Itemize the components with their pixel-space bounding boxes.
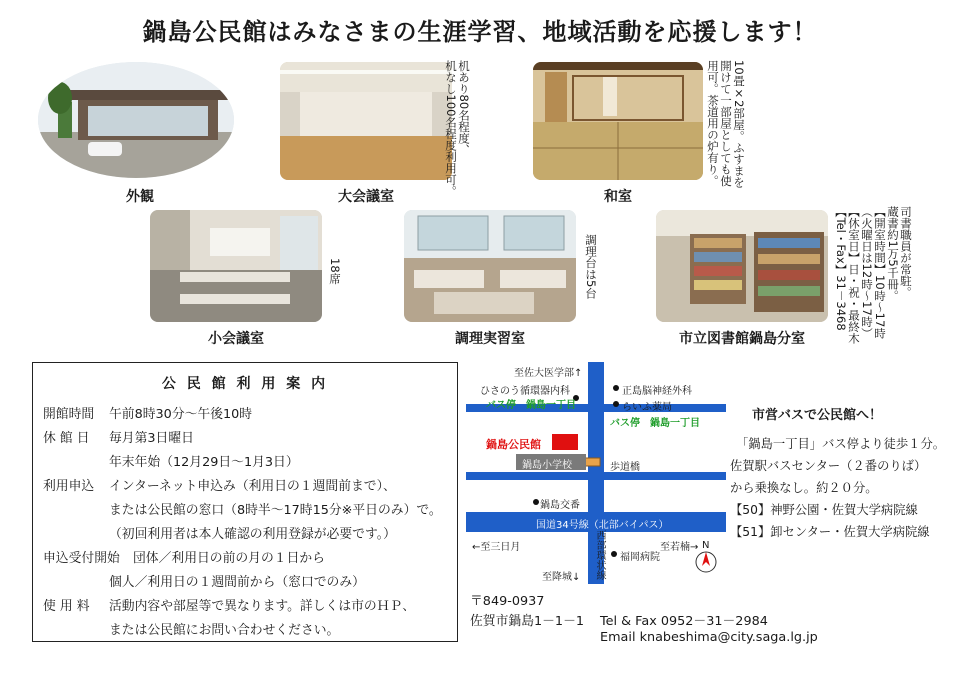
cooking-room-caption: 調理実習室 [455, 331, 525, 347]
row-label: 利用申込 [43, 479, 95, 494]
row-value: （初回利用者は本人確認の利用登録が必要です。） [109, 527, 396, 542]
page-headline: 鍋島公民館はみなさまの生涯学習、地域活動を応援します！ [142, 18, 818, 46]
fukuoka-hospital-label: 福岡病院 [620, 552, 660, 563]
japanese-room-note-line: 10畳×2部屋。ふすまを [732, 60, 746, 188]
row-value: 団体／利用日の前の月の１日から [133, 551, 325, 566]
route34-label: 国道34号線（北部バイパス） [536, 520, 669, 531]
bus-stop-right-label: バス停 鍋島一丁目 [610, 418, 700, 429]
library-note-line: 【休室日】日・祝・最終木 [847, 206, 861, 344]
japanese-room-note [706, 60, 746, 188]
bus-title: 市営バスで公民館へ！ [752, 408, 883, 423]
raifu-pharmacy-label: らいふ薬局 [622, 402, 672, 413]
school-label: 鍋島小学校 [522, 460, 572, 471]
row-value: 午前8時30分～午後10時 [109, 407, 253, 422]
library-note-line: （火曜日は12時～17時） [860, 206, 874, 339]
library-caption: 市立図書館鍋島分室 [679, 331, 805, 347]
usage-guide-box [32, 362, 458, 642]
bus-line: 「鍋島一丁目」バス停より徒歩１分。 [736, 437, 946, 451]
fee-row [43, 595, 90, 614]
reception-start-row [43, 547, 120, 566]
row-label: 休 館 日 [43, 431, 90, 446]
large-hall-note-line: 机あり80名程度、 [457, 60, 471, 156]
bus-line: から乗換なし。約２０分。 [730, 481, 878, 495]
large-hall-caption: 大会議室 [338, 189, 394, 205]
tel-fax: Tel & Fax 0952－31－2984 [600, 614, 768, 629]
west-ring-label: 西部環状線 [594, 530, 605, 580]
koban-label: 鍋島交番 [540, 500, 580, 511]
exterior-caption: 外観 [126, 189, 154, 205]
row-value: 年末年始（12月29日～1月3日） [109, 455, 299, 470]
bus-line: 【51】卸センター・佐賀大学病院線 [730, 525, 930, 539]
japanese-room-photo [533, 62, 703, 180]
north-label: N [702, 540, 710, 551]
row-label: 使 用 料 [43, 599, 90, 614]
large-hall-note-line: 机なし100名程度利用可。 [444, 60, 458, 197]
row-value: インターネット申込み（利用日の１週間前まで）、 [109, 479, 396, 494]
row-value: または公民館の窓口（8時半～17時15分※平日のみ）で。 [109, 503, 442, 518]
cooking-room-photo [404, 210, 576, 322]
small-hall-photo [150, 210, 322, 322]
to-saga-univ-label: 至佐大医学部↑ [514, 368, 583, 379]
japanese-room-note-line: 用可。茶道用の炉有り。 [706, 60, 720, 187]
kominkan-map-label: 鍋島公民館 [486, 438, 541, 451]
small-hall-caption: 小会議室 [208, 331, 264, 347]
library-photo [656, 210, 828, 322]
opening-hours-row [43, 403, 94, 422]
library-note [834, 206, 912, 346]
row-value: 毎月第3日曜日 [109, 431, 194, 446]
usage-guide-title: 公 民 館 利 用 案 内 [161, 376, 329, 392]
large-hall-note [444, 60, 471, 197]
large-hall-photo [280, 62, 452, 180]
small-hall-note: 18席 [328, 258, 342, 285]
row-value: または公民館にお問い合わせください。 [109, 623, 340, 638]
row-label: 申込受付開始 [43, 551, 120, 566]
shoho-hospital-label: 正島脳神経外科 [622, 386, 692, 397]
access-map [466, 362, 726, 584]
library-note-line: 【開室時間】10時～17時 [873, 206, 887, 339]
exterior-photo [38, 62, 234, 178]
email: Email knabeshima@city.saga.lg.jp [600, 630, 818, 645]
hisanou-clinic-label: ひさのう循環器内科 [480, 386, 570, 397]
to-gomon-label: 至降城↓ [542, 572, 581, 583]
japanese-room-note-line: 開けて一部屋としても使 [719, 60, 733, 187]
closed-days-row [43, 427, 90, 446]
library-note-line: 【Tel・Fax】31－3468 [834, 206, 848, 331]
row-value: 活動内容や部屋等で異なります。詳しくは市のＨＰ、 [109, 599, 416, 614]
cooking-room-note: 調理台は5台 [584, 234, 598, 299]
to-mikazuki-label: ←至三日月 [472, 542, 521, 553]
bus-line: 【50】神野公園・佐賀大学病院線 [730, 503, 918, 517]
library-note-line: 司書職員が常駐。 [899, 206, 913, 298]
bus-line: 佐賀駅バスセンター（２番のりば） [730, 459, 927, 473]
application-row [43, 475, 94, 494]
footbridge-label: 歩道橋 [610, 462, 640, 473]
postal-code: 〒849-0937 [470, 594, 545, 609]
japanese-room-caption: 和室 [604, 189, 632, 205]
library-note-line: 蔵書約1万5千冊。 [886, 206, 900, 302]
address: 佐賀市鍋島1－1－1 [470, 614, 585, 629]
to-wakaki-label: 至若楠→ [660, 542, 699, 553]
row-label: 開館時間 [43, 407, 95, 422]
row-value: 個人／利用日の１週間前から（窓口でのみ） [109, 575, 365, 590]
bus-stop-left-label: バス停 鍋島一丁目 [486, 400, 576, 411]
